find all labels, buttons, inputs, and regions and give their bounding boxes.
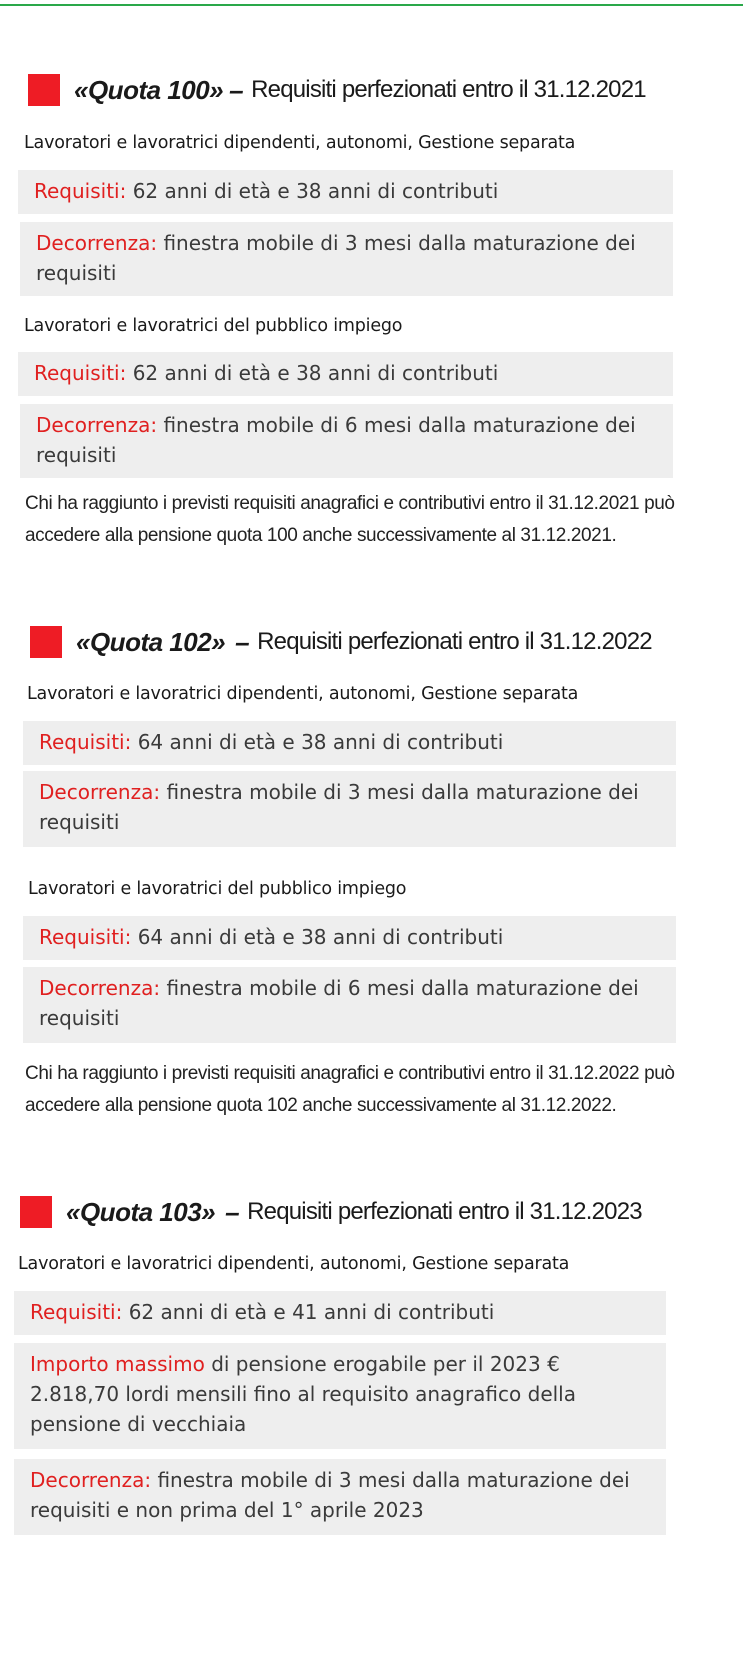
importo-box — [14, 1343, 666, 1449]
requisiti-value: 62 anni di età e 38 anni di contributi — [132, 179, 499, 203]
requisiti-box — [18, 170, 673, 214]
section-quota-100 — [0, 0, 700, 600]
decorrenza-box — [20, 404, 673, 478]
decorrenza-label: Decorrenza: — [39, 976, 161, 1000]
decorrenza-value: finestra mobile di 3 mesi dalla maturazione dei requisiti — [39, 780, 639, 834]
decorrenza-box — [23, 967, 676, 1043]
decorrenza-box — [14, 1459, 666, 1535]
deadline-text: Requisiti perfezionati entro il 31.12.2023 — [247, 1198, 642, 1225]
requisiti-label: Requisiti: — [34, 361, 127, 385]
requisiti-box — [23, 721, 676, 765]
group-title: Lavoratori e lavoratrici dipendenti, autonomi, Gestione separata — [18, 1254, 570, 1274]
section-quota-103 — [0, 1150, 700, 1669]
decorrenza-value: finestra mobile di 6 mesi dalla maturazione dei requisiti — [39, 976, 639, 1030]
requisiti-box — [23, 916, 676, 960]
section-heading — [30, 622, 652, 662]
red-square-icon — [20, 1196, 52, 1228]
requisiti-box — [14, 1291, 666, 1335]
requisiti-value: 62 anni di età e 41 anni di contributi — [128, 1300, 495, 1324]
requisiti-value: 62 anni di età e 38 anni di contributi — [132, 361, 499, 385]
deadline-text: Requisiti perfezionati entro il 31.12.2021 — [251, 76, 646, 103]
requisiti-value: 64 anni di età e 38 anni di contributi — [137, 925, 504, 949]
requisiti-label: Requisiti: — [34, 179, 127, 203]
requisiti-box — [18, 352, 673, 396]
section-heading — [28, 70, 646, 110]
deadline-text: Requisiti perfezionati entro il 31.12.2022 — [257, 628, 652, 655]
group-title: Lavoratori e lavoratrici del pubblico impiego — [24, 316, 403, 336]
requisiti-label: Requisiti: — [39, 925, 132, 949]
requisiti-value: 64 anni di età e 38 anni di contributi — [137, 730, 504, 754]
section-heading — [20, 1192, 642, 1232]
quota-name: «Quota 103» — [66, 1196, 216, 1227]
decorrenza-box — [20, 222, 673, 296]
decorrenza-value: finestra mobile di 3 mesi dalla maturazione dei requisiti e non prima del 1° aprile 2023 — [30, 1468, 630, 1522]
group-title: Lavoratori e lavoratrici del pubblico impiego — [28, 879, 407, 899]
decorrenza-value: finestra mobile di 6 mesi dalla maturazione dei requisiti — [36, 413, 636, 467]
requisiti-label: Requisiti: — [30, 1300, 123, 1324]
decorrenza-label: Decorrenza: — [30, 1468, 152, 1492]
section-quota-102 — [0, 600, 700, 1150]
importo-value: di pensione erogabile per il 2023 € 2.818,70 lordi mensili fino al requisito anagrafico della pensione di vecchiaia — [30, 1352, 576, 1436]
group-title: Lavoratori e lavoratrici dipendenti, autonomi, Gestione separata — [24, 133, 576, 153]
heading-dash: – — [225, 1196, 240, 1227]
quota-name: «Quota 102» — [76, 626, 226, 657]
heading-dash: – — [235, 626, 250, 657]
decorrenza-value: finestra mobile di 3 mesi dalla maturazione dei requisiti — [36, 231, 636, 285]
decorrenza-label: Decorrenza: — [39, 780, 161, 804]
note-text: Chi ha raggiunto i previsti requisiti anagrafici e contributivi entro il 31.12.2022 può accedere alla pensione quota 102 anche successivamente al 31.12.2022. — [25, 1063, 675, 1116]
red-square-icon — [30, 626, 62, 658]
requisiti-label: Requisiti: — [39, 730, 132, 754]
quota-name: «Quota 100» — [74, 74, 224, 105]
decorrenza-label: Decorrenza: — [36, 231, 158, 255]
heading-dash: – — [229, 74, 244, 105]
importo-label: Importo massimo — [30, 1352, 205, 1376]
decorrenza-box — [23, 771, 676, 847]
red-square-icon — [28, 74, 60, 106]
decorrenza-label: Decorrenza: — [36, 413, 158, 437]
note-text: Chi ha raggiunto i previsti requisiti anagrafici e contributivi entro il 31.12.2021 può accedere alla pensione quota 100 anche successivamente al 31.12.2021. — [25, 493, 675, 546]
group-title: Lavoratori e lavoratrici dipendenti, autonomi, Gestione separata — [27, 684, 579, 704]
